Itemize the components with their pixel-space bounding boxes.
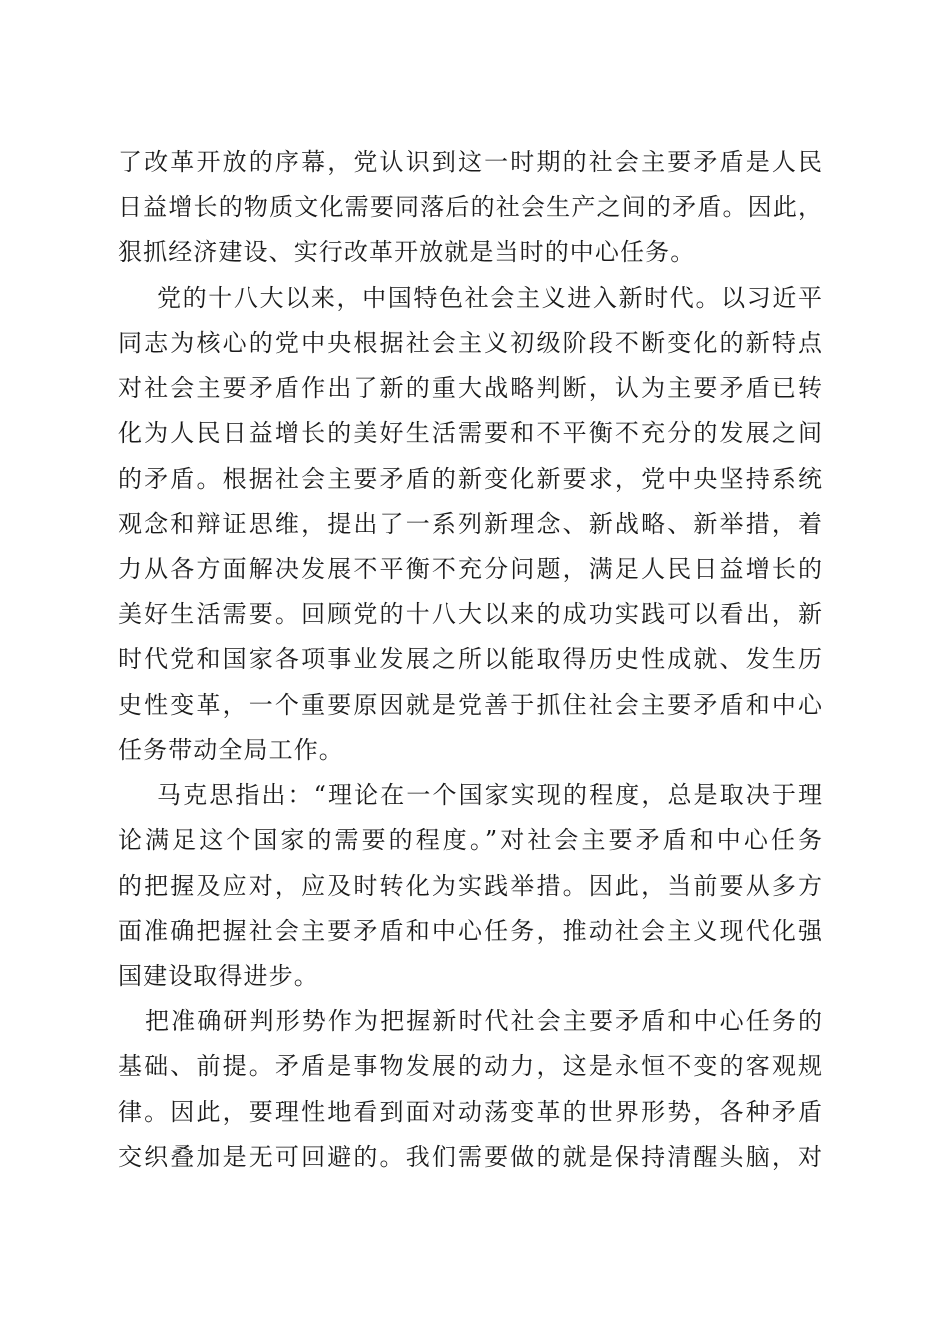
- paragraph-3: [118, 773, 822, 999]
- text-line: 党的十八大以来，中国特色社会主义进入新时代。以习近平: [157, 283, 822, 312]
- text-line: 狠抓经济建设、实行改革开放就是当时的中心任务。: [118, 238, 696, 267]
- text-line: 国建设取得进步。: [118, 961, 319, 990]
- text-line: 把准确研判形势作为把握新时代社会主要矛盾和中心任务的: [145, 1007, 822, 1036]
- document-body: [118, 140, 822, 1180]
- text-line: 了改革开放的序幕，党认识到这一时期的社会主要矛盾是人民: [118, 148, 822, 176]
- text-line: 任务带动全局工作。: [118, 735, 344, 764]
- text-line: 日益增长的物质文化需要同落后的社会生产之间的矛盾。因此，: [118, 193, 822, 222]
- text-line: 论满足这个国家的需要的程度。”对社会主要矛盾和中心任务: [118, 826, 822, 855]
- text-line: 律。因此，要理性地看到面对动荡变革的世界形势，各种矛盾: [118, 1097, 822, 1126]
- paragraph-1: [118, 140, 822, 276]
- text-line: 马克思指出：“理论在一个国家实现的程度，总是取决于理: [157, 781, 822, 810]
- text-line: 观念和辩证思维，提出了一系列新理念、新战略、新举措，着: [118, 509, 822, 538]
- text-line: 化为人民日益增长的美好生活需要和不平衡不充分的发展之间: [118, 419, 822, 448]
- text-line: 基础、前提。矛盾是事物发展的动力，这是永恒不变的客观规: [118, 1052, 822, 1081]
- text-line: 面准确把握社会主要矛盾和中心任务，推动社会主义现代化强: [118, 916, 822, 945]
- text-line: 力从各方面解决发展不平衡不充分问题，满足人民日益增长的: [118, 554, 822, 583]
- text-line: 美好生活需要。回顾党的十八大以来的成功实践可以看出，新: [118, 600, 822, 629]
- paragraph-2: [118, 276, 822, 773]
- text-line: 的矛盾。根据社会主要矛盾的新变化新要求，党中央坚持系统: [118, 464, 822, 493]
- text-line: 同志为核心的党中央根据社会主义初级阶段不断变化的新特点: [118, 328, 822, 357]
- text-line: 对社会主要矛盾作出了新的重大战略判断，认为主要矛盾已转: [118, 374, 822, 403]
- text-line: 时代党和国家各项事业发展之所以能取得历史性成就、发生历: [118, 645, 822, 674]
- text-line: 史性变革，一个重要原因就是党善于抓住社会主要矛盾和中心: [118, 690, 822, 719]
- text-line: 的把握及应对，应及时转化为实践举措。因此，当前要从多方: [118, 871, 822, 900]
- text-line: 交织叠加是无可回避的。我们需要做的就是保持清醒头脑，对: [118, 1142, 822, 1171]
- paragraph-4: [118, 999, 822, 1180]
